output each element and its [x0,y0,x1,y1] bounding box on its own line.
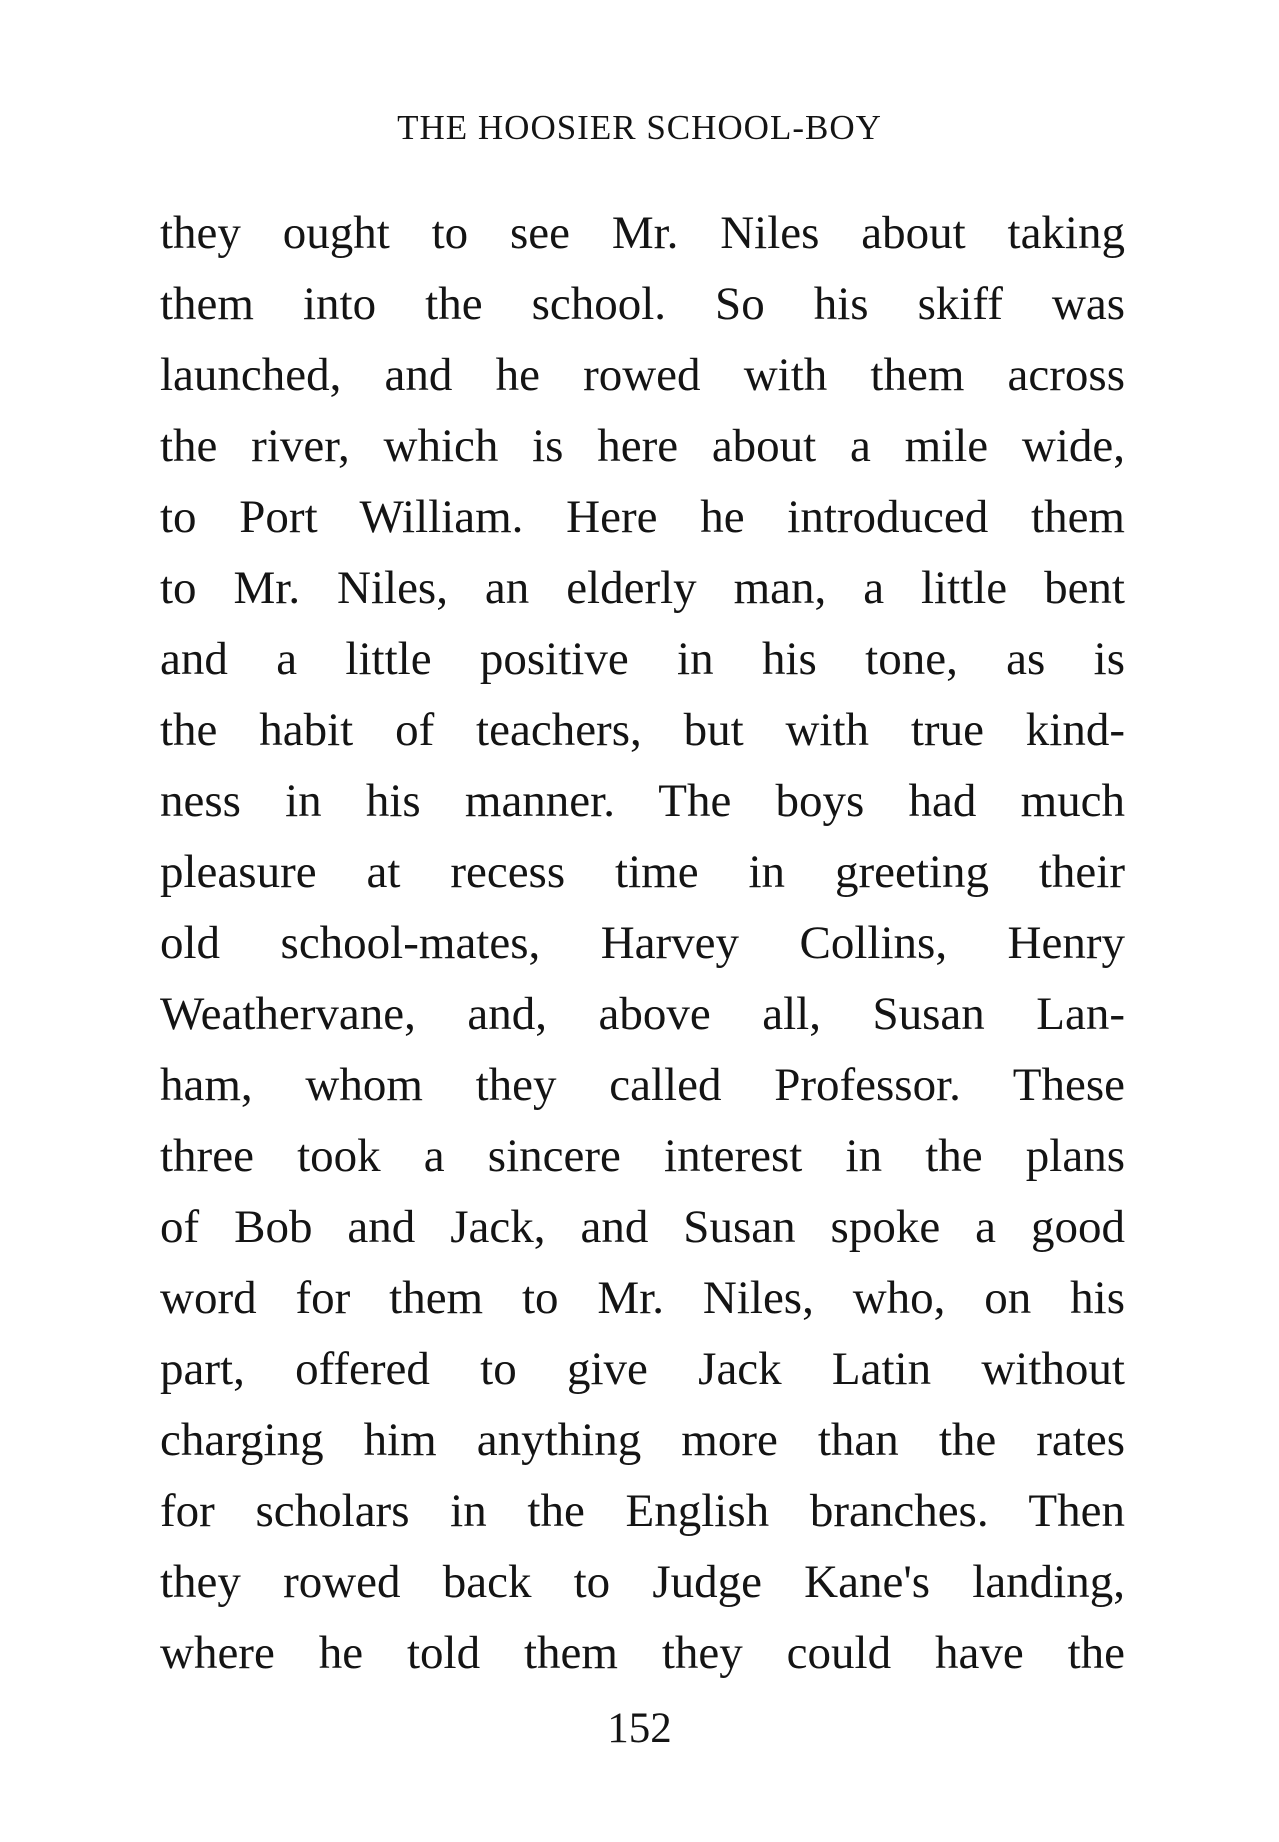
text-line: of Bob and Jack, and Susan spoke a good [160,1201,1125,1253]
text-line: ness in his manner. The boys had much [160,775,1125,827]
text-line: they rowed back to Judge Kane's landing, [160,1556,1125,1608]
text-line: three took a sincere interest in the plans [160,1130,1125,1182]
text-line: them into the school. So his skiff was [160,278,1125,330]
body-text [160,198,1125,1689]
page-number: 152 [607,1705,672,1752]
text-line: the habit of teachers, but with true kind- [160,704,1125,756]
text-line: word for them to Mr. Niles, who, on his [160,1272,1125,1324]
text-line: and a little positive in his tone, as is [160,633,1125,685]
text-line: where he told them they could have the [160,1627,1125,1679]
running-title: THE HOOSIER SCHOOL-BOY [397,108,882,147]
text-line: to Mr. Niles, an elderly man, a little bent [160,562,1125,614]
text-line: for scholars in the English branches. Then [160,1485,1125,1537]
text-line: the river, which is here about a mile wide, [160,420,1125,472]
text-line: part, offered to give Jack Latin without [160,1343,1125,1395]
text-line: charging him anything more than the rates [160,1414,1125,1466]
text-line: Weathervane, and, above all, Susan Lan- [160,988,1125,1040]
text-line: ham, whom they called Professor. These [160,1059,1125,1111]
text-line: pleasure at recess time in greeting their [160,846,1125,898]
text-line: launched, and he rowed with them across [160,349,1125,401]
text-line: to Port William. Here he introduced them [160,491,1125,543]
text-line: old school-mates, Harvey Collins, Henry [160,917,1125,969]
text-line: they ought to see Mr. Niles about taking [160,207,1125,259]
